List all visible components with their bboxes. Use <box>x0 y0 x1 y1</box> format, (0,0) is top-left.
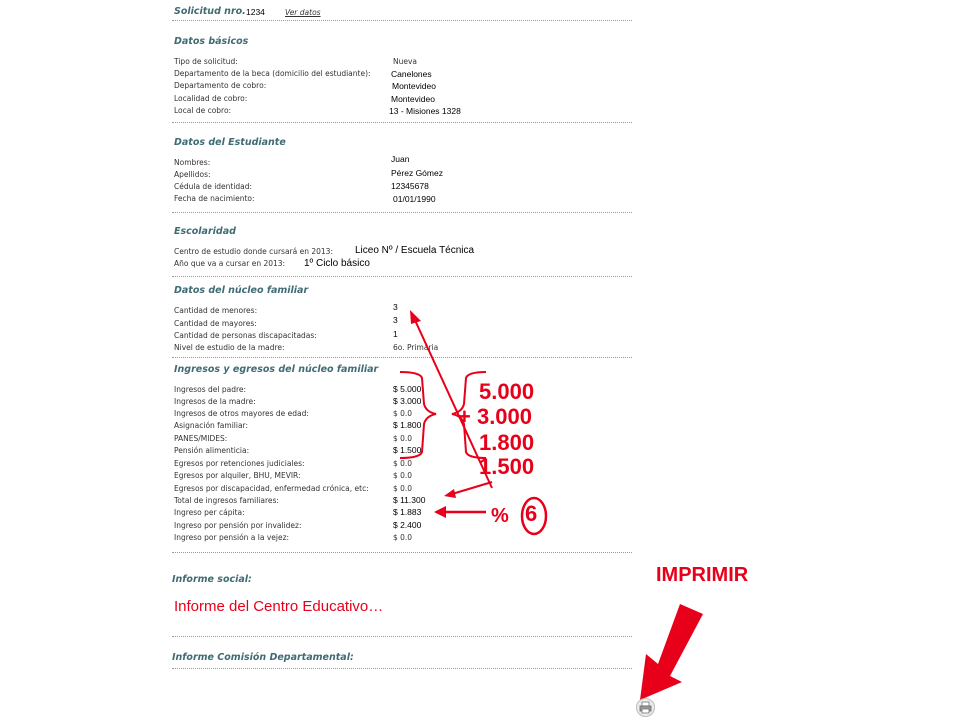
field-label: Ingresos del padre: <box>174 385 247 394</box>
field-value: $ 11.300 <box>393 495 426 505</box>
field-value: $ 0.0 <box>393 434 413 443</box>
print-arrow <box>640 604 703 700</box>
field-value: 12345678 <box>391 181 429 191</box>
field-label: Nombres: <box>174 158 211 167</box>
sum-value: + 3.000 <box>458 404 533 429</box>
field-value: 1º Ciclo básico <box>304 258 370 269</box>
field-value: $ 2.400 <box>393 520 422 530</box>
field-label: Departamento de cobro: <box>174 81 267 90</box>
printer-icon <box>637 699 654 716</box>
field-value: $ 1.800 <box>393 420 422 430</box>
sum-value: 1.800 <box>479 430 535 455</box>
field-value: 13 - Misiones 1328 <box>389 106 461 116</box>
section-title-informe-social: Informe social: <box>172 574 252 585</box>
field-value: $ 0.0 <box>393 533 413 542</box>
field-label: Ingreso por pensión por invalidez: <box>174 521 302 530</box>
field-label: PANES/MIDES: <box>174 434 228 443</box>
percent-sign: % <box>491 505 509 527</box>
field-value: $ 0.0 <box>393 409 413 418</box>
field-value: $ 1.883 <box>393 507 422 517</box>
view-data-link[interactable]: Ver datos <box>285 8 321 17</box>
field-value: $ 0.0 <box>393 471 413 480</box>
field-label: Ingresos de la madre: <box>174 397 256 406</box>
field-value: $ 5.000 <box>393 384 422 394</box>
arrow-to-total <box>452 482 492 494</box>
field-label: Egresos por alquiler, BHU, MEVIR: <box>174 471 301 480</box>
request-title: Solicitud nro. <box>174 6 246 17</box>
field-label: Año que va a cursar en 2013: <box>174 259 286 268</box>
field-value: $ 1.500 <box>393 445 422 455</box>
field-label: Total de ingresos familiares: <box>174 496 279 505</box>
field-label: Ingreso per cápita: <box>174 508 245 517</box>
section-title-datos-basicos: Datos básicos <box>174 36 249 47</box>
field-value: $ 0.0 <box>393 459 413 468</box>
brace-left <box>400 372 436 458</box>
field-label: Pensión alimenticia: <box>174 446 250 455</box>
field-value: 3 <box>393 302 398 312</box>
field-label: Cantidad de mayores: <box>174 319 257 328</box>
section-title-informe-comision: Informe Comisión Departamental: <box>172 652 354 663</box>
field-label: Centro de estudio donde cursará en 2013: <box>174 247 333 256</box>
arrowhead <box>410 310 421 324</box>
field-value: Nueva <box>393 57 418 66</box>
field-value: 3 <box>393 315 398 325</box>
section-title-estudiante: Datos del Estudiante <box>174 137 286 148</box>
field-value: $ 3.000 <box>393 396 422 406</box>
section-title-escolaridad: Escolaridad <box>174 226 236 237</box>
sum-value: 5.000 <box>479 379 535 404</box>
field-label: Asignación familiar: <box>174 421 249 430</box>
informe-social-text: Informe del Centro Educativo… <box>174 598 384 615</box>
field-value: Montevideo <box>391 94 435 104</box>
field-label: Tipo de solicitud: <box>174 57 238 66</box>
divisor-value: 6 <box>525 501 538 526</box>
field-label: Egresos por discapacidad, enfermedad crónica, etc: <box>174 484 369 493</box>
field-value: Canelones <box>391 69 432 79</box>
field-label: Ingresos de otros mayores de edad: <box>174 409 309 418</box>
field-value: 6o. Primaria <box>393 343 439 352</box>
field-value: 01/01/1990 <box>393 194 436 204</box>
field-label: Cantidad de personas discapacitadas: <box>174 331 317 340</box>
section-title-nucleo: Datos del núcleo familiar <box>174 285 309 296</box>
request-number: 1234 <box>246 7 265 17</box>
field-value: Montevideo <box>392 81 436 91</box>
field-value: Pérez Gómez <box>391 168 443 178</box>
field-value: 1 <box>393 329 398 339</box>
section-title-ingresos: Ingresos y egresos del núcleo familiar <box>174 364 379 375</box>
field-value: Liceo Nº / Escuela Técnica <box>355 245 475 256</box>
field-value: $ 0.0 <box>393 484 413 493</box>
field-label: Localidad de cobro: <box>174 94 248 103</box>
field-value: Juan <box>391 154 410 164</box>
sum-value: 1.500 <box>479 454 535 479</box>
field-label: Nivel de estudio de la madre: <box>174 343 285 352</box>
field-label: Local de cobro: <box>174 106 232 115</box>
field-label: Departamento de la beca (domicilio del estudiante): <box>174 69 371 78</box>
field-label: Cédula de identidad: <box>174 182 253 191</box>
print-button[interactable] <box>636 698 655 717</box>
arrowhead <box>444 489 456 498</box>
arrowhead <box>434 506 446 518</box>
field-label: Egresos por retenciones judiciales: <box>174 459 305 468</box>
field-label: Ingreso por pensión a la vejez: <box>174 533 290 542</box>
field-label: Apellidos: <box>174 170 211 179</box>
field-label: Cantidad de menores: <box>174 306 258 315</box>
print-label: IMPRIMIR <box>656 564 749 586</box>
field-label: Fecha de nacimiento: <box>174 194 255 203</box>
